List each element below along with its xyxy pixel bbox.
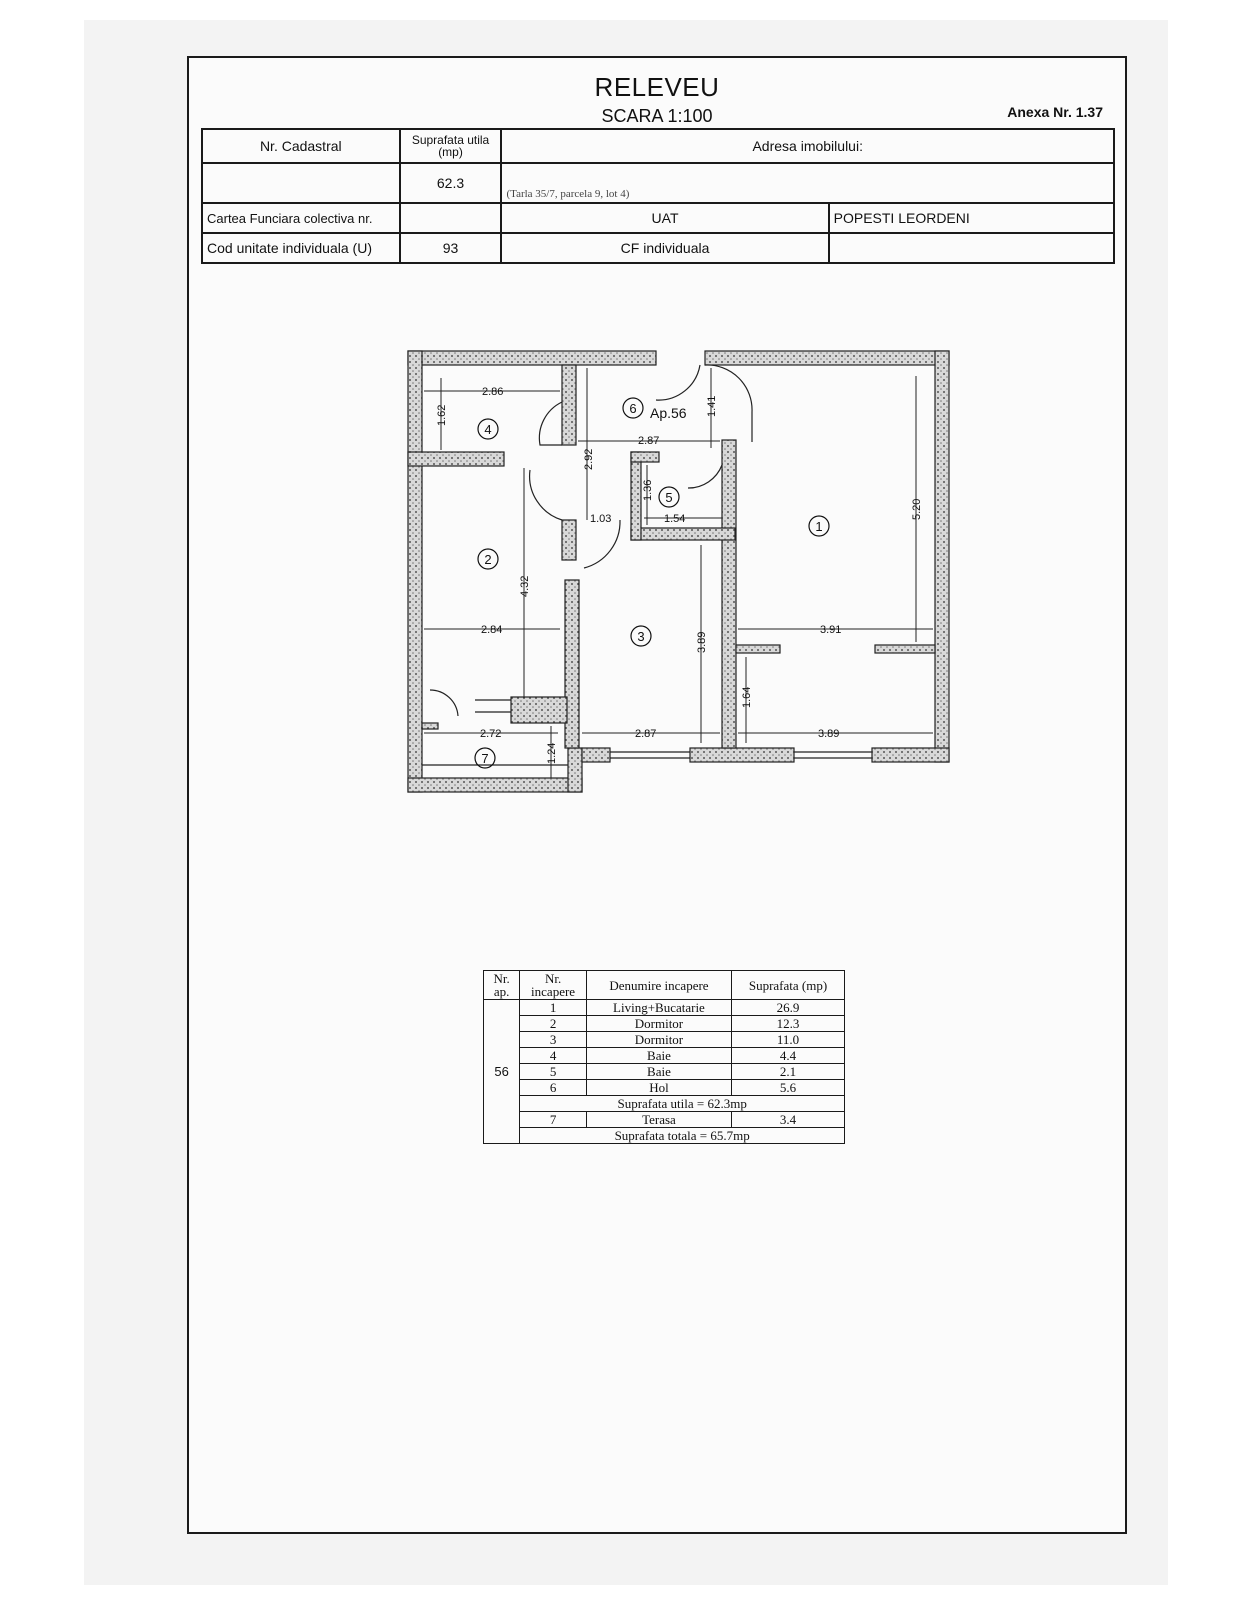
room-area: 26.9: [732, 1000, 845, 1016]
dim-r4-height: 1.62: [436, 404, 448, 426]
cod-unitate-value: 93: [400, 233, 502, 263]
cf-colectiva-label: Cartea Funciara colectiva nr.: [202, 203, 400, 233]
room-nr: 5: [520, 1064, 587, 1080]
col-denumire: Denumire incapere: [586, 971, 731, 1000]
dim-r1-width-top: 3.91: [820, 624, 842, 636]
dim-r5-height: 1.36: [642, 479, 654, 501]
dimension-lines: [424, 368, 933, 778]
subtotal-label: Suprafata utila = 62.3mp: [520, 1096, 845, 1112]
room-number-6: 6: [629, 401, 637, 416]
room-number-7: 7: [481, 751, 489, 766]
room-nr: 4: [520, 1048, 587, 1064]
room-name: Terasa: [586, 1112, 731, 1128]
room-number-4: 4: [484, 422, 492, 437]
room-name: Baie: [586, 1048, 731, 1064]
table-row: [484, 1080, 845, 1096]
table-row: [484, 1112, 845, 1128]
room-area: 2.1: [732, 1064, 845, 1080]
dim-hall-width: 1.03: [590, 513, 612, 525]
room-name: Baie: [586, 1064, 731, 1080]
room-number-5: 5: [665, 490, 673, 505]
room-area: 12.3: [732, 1016, 845, 1032]
dim-r5-width: 1.54: [664, 513, 686, 525]
dimension-labels: [436, 386, 923, 764]
dim-r2-height: 4.32: [519, 575, 531, 597]
room-area: 5.6: [732, 1080, 845, 1096]
dim-r6-height: 2.92: [583, 448, 595, 470]
room-number-2: 2: [484, 552, 492, 567]
table-row: [484, 1064, 845, 1080]
room-name: Dormitor: [586, 1032, 731, 1048]
room-nr: 7: [520, 1112, 587, 1128]
room-number-1: 1: [815, 519, 823, 534]
room-name: Living+Bucatarie: [586, 1000, 731, 1016]
suprafata-value: 62.3: [400, 163, 502, 203]
scale-label: SCARA 1:100: [601, 106, 713, 126]
dim-r6-door: 1.41: [706, 395, 718, 417]
table-row: [484, 1000, 845, 1016]
dim-r7-height: 1.24: [546, 742, 558, 764]
adresa-label: Adresa imobilului:: [501, 129, 1114, 163]
dim-r4-width: 2.86: [482, 386, 504, 398]
room-name: Hol: [586, 1080, 731, 1096]
cod-unitate-label: Cod unitate individuala (U): [202, 233, 400, 263]
room-area: 4.4: [732, 1048, 845, 1064]
col-suprafata: Suprafata (mp): [732, 971, 845, 1000]
total-row: [484, 1128, 845, 1144]
room-nr: 1: [520, 1000, 587, 1016]
room-nr: 2: [520, 1016, 587, 1032]
col-nr-ap: Nr. ap.: [484, 971, 520, 1000]
suprafata-label: Suprafata utila (mp): [400, 129, 502, 163]
dim-r1-height: 5.20: [911, 498, 923, 520]
room-area: 3.4: [732, 1112, 845, 1128]
table-row: [484, 1032, 845, 1048]
room-number-3: 3: [637, 629, 645, 644]
nr-cadastral-label: Nr. Cadastral: [202, 129, 400, 163]
dim-r1-width-bottom: 3.89: [818, 728, 840, 740]
col-nr-incapere: Nr. incapere: [520, 971, 587, 1000]
cf-individuala-label: CF individuala: [501, 233, 828, 263]
document-title: RELEVEU: [594, 72, 720, 102]
dim-r3-height: 3.89: [696, 631, 708, 653]
annex-label: Anexa Nr. 1.37: [1007, 104, 1103, 120]
uat-value: POPESTI LEORDENI: [829, 203, 1114, 233]
subtotal-row: [484, 1096, 845, 1112]
uat-label: UAT: [501, 203, 828, 233]
dim-r7-width: 2.72: [480, 728, 502, 740]
room-nr: 6: [520, 1080, 587, 1096]
dim-r2-width: 2.84: [481, 624, 503, 636]
apartment-label: Ap.56: [650, 405, 687, 421]
room-name: Dormitor: [586, 1016, 731, 1032]
table-row: [484, 1016, 845, 1032]
room-nr: 3: [520, 1032, 587, 1048]
rooms-table: [483, 970, 845, 1144]
room-area: 11.0: [732, 1032, 845, 1048]
dim-r3-width: 2.87: [635, 728, 657, 740]
table-row: [484, 1048, 845, 1064]
dim-r6-width: 2.87: [638, 435, 660, 447]
total-label: Suprafata totala = 65.7mp: [520, 1128, 845, 1144]
apartment-number: 56: [484, 1000, 520, 1144]
adresa-value: (Tarla 35/7, parcela 9, lot 4): [506, 188, 630, 200]
dim-r1-lower: 1.64: [741, 686, 753, 708]
